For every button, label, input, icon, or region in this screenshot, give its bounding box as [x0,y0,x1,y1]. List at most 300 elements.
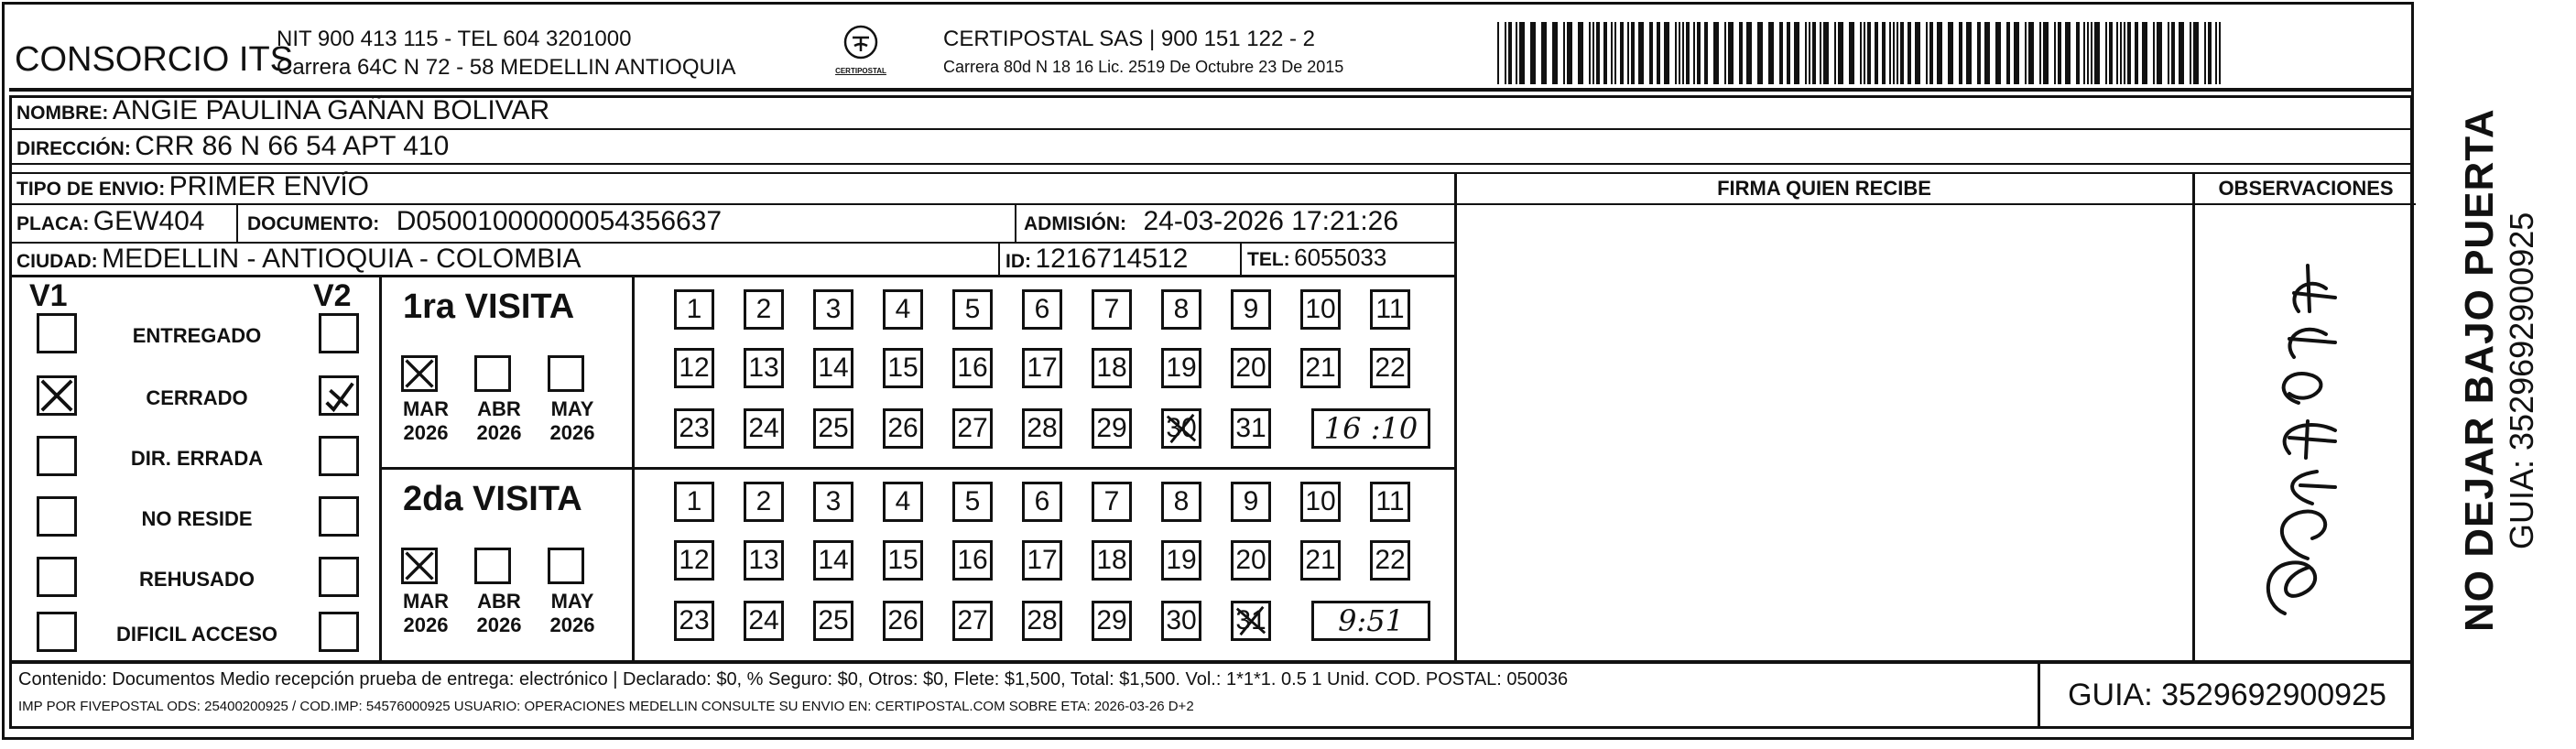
barcode-bar [1875,22,1878,84]
barcode-bar [1915,22,1920,84]
barcode-bar [2065,22,2071,84]
barcode-bar [2142,22,2147,84]
day-number: 24 [748,605,779,635]
barcode-bar [1959,22,1962,84]
day-box[interactable] [1231,408,1271,449]
barcode-bar [1664,22,1669,84]
barcode-bar [2043,22,2049,84]
day-box[interactable] [883,482,923,522]
month-checkbox[interactable] [474,355,511,392]
day-number: 28 [1027,605,1058,635]
rule [9,128,2413,130]
barcode-bar [2105,22,2107,84]
barcode-bar [1882,22,1886,84]
barcode-bar [2058,22,2061,84]
month-checkbox[interactable] [401,355,438,392]
barcode-bar [1516,22,1517,84]
barcode-bar [1926,22,1928,84]
barcode-bar [2083,22,2085,84]
year-label: 2026 [403,421,449,444]
barcode-bar [1849,22,1854,84]
day-box[interactable] [1022,482,1062,522]
barcode-bar [1984,22,1990,84]
day-box[interactable] [1022,601,1062,641]
barcode-bar [2135,22,2138,84]
day-number: 21 [1305,353,1336,383]
day-number: 19 [1166,353,1197,383]
company-name: CONSORCIO ITS [15,40,294,79]
day-number: 7 [1103,486,1120,516]
barcode-bar [1530,22,1536,84]
month-checkbox[interactable] [548,355,584,392]
day-box[interactable] [1370,289,1410,330]
day-box[interactable] [1092,601,1132,641]
barcode-bar [1589,22,1591,84]
v2-checkbox[interactable] [319,496,359,537]
day-box[interactable] [883,348,923,388]
logo-text: CERTIPOSTAL [835,67,886,75]
day-box[interactable] [952,289,993,330]
nombre-line [16,97,549,125]
day-number: 2 [755,294,772,324]
day-number: 3 [825,486,842,516]
ciudad-value: MEDELLIN - ANTIOQUIA - COLOMBIA [102,244,582,274]
day-box[interactable] [883,408,923,449]
barcode-bar [2091,22,2092,84]
barcode-bar [1966,22,1972,84]
certipostal-logo [815,24,907,84]
day-box[interactable] [674,482,714,522]
barcode-bar [1897,22,1898,84]
id-label: ID: [1005,251,1031,272]
barcode-bar [2039,22,2041,84]
barcode-bar [1697,22,1701,84]
day-number: 6 [1034,486,1050,516]
day-box[interactable] [744,482,784,522]
v1-checkbox[interactable] [37,557,77,597]
v1-label: V1 [29,278,68,313]
day-number: 30 [1166,605,1197,635]
barcode-bar [2208,22,2212,84]
direccion-value: CRR 86 N 66 54 APT 410 [135,131,450,161]
barcode-bar [1805,22,1807,84]
barcode-bar [2157,22,2162,84]
documento-line [247,208,722,235]
day-box[interactable] [1022,289,1062,330]
v2-checkbox[interactable] [319,375,359,416]
barcode-bar [2168,22,2169,84]
v1-checkbox[interactable] [37,436,77,476]
day-box[interactable] [744,289,784,330]
day-number: 29 [1096,413,1127,443]
status-option-label: DIFICIL ACCESO [115,623,277,646]
barcode-bar [1563,22,1565,84]
barcode-bar [1620,22,1624,84]
barcode-bar [1834,22,1836,84]
rule [1015,203,1016,242]
v2-label: V2 [313,278,352,313]
status-option-label: DIR. ERRADA [130,447,264,470]
barcode-bar [1794,22,1799,84]
barcode-bar [1611,22,1613,84]
barcode-bar [1728,22,1734,84]
v1-checkbox[interactable] [37,496,77,537]
footer-imp: IMP POR FIVEPOSTAL ODS: 25400200925 / COD.IMP: 54576000925 USUARIO: OPERACIONES MEDELLIN CONSULTE SU ENVIO EN: CERTIPOSTAL.COM SOBRE ETA: 2026-03-26 D+2 [18,699,1194,714]
tel-value: 6055033 [1294,244,1387,271]
day-box[interactable] [1370,540,1410,581]
day-number: 1 [686,486,702,516]
day-box[interactable] [813,540,853,581]
header-bottom-rule [9,88,2413,92]
day-number: 7 [1103,294,1120,324]
barcode-bar [2219,22,2221,84]
day-box[interactable] [674,348,714,388]
barcode-bar [1864,22,1865,84]
rule [379,467,1455,470]
direccion-line [16,133,449,160]
day-number: 11 [1375,486,1405,516]
day-number: 23 [679,605,710,635]
barcode-bar [2190,22,2191,84]
barcode-bar [1682,22,1684,84]
day-box[interactable] [1300,482,1341,522]
day-mark [1234,603,1268,638]
day-box[interactable] [813,348,853,388]
day-box[interactable] [1022,348,1062,388]
rule [236,203,238,242]
rule [9,203,1456,205]
admision-label: ADMISIÓN: [1024,213,1126,234]
certipostal-name: CERTIPOSTAL SAS | 900 151 122 - 2 [943,27,1315,51]
barcode-bar [1889,22,1891,84]
month-checkbox[interactable] [401,548,438,584]
barcode-bar [1638,22,1644,84]
day-number: 16 [957,353,988,383]
day-box[interactable] [1231,540,1271,581]
day-number: 28 [1027,413,1058,443]
rule [1454,172,1457,663]
day-box[interactable] [1092,540,1132,581]
v1-checkbox[interactable] [37,313,77,353]
barcode-bar [2127,22,2131,84]
barcode-bar [1739,22,1743,84]
month-label: MAR [402,590,450,613]
barcode-bar [2006,22,2010,84]
day-box[interactable] [744,601,784,641]
month-label: MAY [550,397,594,420]
barcode-bar [2087,22,2089,84]
day-box[interactable] [674,408,714,449]
day-number: 5 [964,486,981,516]
barcode-bar [1592,22,1594,84]
day-box[interactable] [883,601,923,641]
day-box[interactable] [1161,408,1201,449]
day-number: 22 [1375,353,1406,383]
month-label: MAY [550,590,594,613]
day-box[interactable] [1161,289,1201,330]
day-number: 4 [895,294,911,324]
barcode-bar [1614,22,1616,84]
barcode-bar [1900,22,1904,84]
barcode-bar [1823,22,1829,84]
barcode-bar [1596,22,1600,84]
rule [9,275,1456,277]
barcode-bar [1995,22,2001,84]
barcode-bar [1686,22,1690,84]
rule [9,163,2413,165]
day-box[interactable] [744,408,784,449]
admision-line [1024,208,1398,235]
day-box[interactable] [952,601,993,641]
day-box[interactable] [1300,540,1341,581]
barcode-bar [2179,22,2184,84]
barcode-bar [2076,22,2080,84]
day-number: 24 [748,413,779,443]
day-number: 20 [1235,353,1266,383]
barcode-bar [1713,22,1719,84]
side-notice [2414,0,2576,749]
day-box[interactable] [1092,408,1132,449]
day-box[interactable] [1370,348,1410,388]
day-number: 18 [1096,545,1127,575]
day-number: 12 [679,353,710,383]
barcode-bar [2120,22,2122,84]
documento-value: D05001000000054356637 [396,206,723,236]
certipostal-address: Carrera 80d N 18 16 Lic. 2519 De Octubre 23 De 2015 [943,58,1344,76]
day-number: 8 [1173,294,1190,324]
rule [998,242,1000,275]
day-box[interactable] [674,540,714,581]
day-number: 13 [748,545,779,575]
month-checkbox[interactable] [548,548,584,584]
day-number: 9 [1243,486,1259,516]
day-box[interactable] [1022,540,1062,581]
month-label: ABR [477,590,521,613]
year-label: 2026 [549,421,595,444]
day-number: 27 [957,413,988,443]
ciudad-label: CIUDAD: [16,251,98,272]
barcode-bar [1627,22,1629,84]
barcode-bar [1812,22,1816,84]
barcode-bar [1820,22,1821,84]
day-number: 14 [818,353,849,383]
status-option-label: NO RESIDE [141,507,253,530]
v2-checkbox[interactable] [319,313,359,353]
day-number: 27 [957,605,988,635]
barcode-bar [2054,22,2056,84]
rule [1454,203,2416,205]
header-box [9,15,2413,88]
day-number: 6 [1034,294,1050,324]
tel-label: TEL: [1247,249,1290,270]
year-label: 2026 [403,613,449,636]
status-option-label: ENTREGADO [132,324,262,347]
day-number: 15 [887,353,918,383]
day-box[interactable] [1370,482,1410,522]
barcode-bar [1838,22,1843,84]
month-check-mark [404,358,435,389]
day-number: 13 [748,353,779,383]
visit-time-box[interactable] [1311,601,1430,641]
barcode-bar [1746,22,1752,84]
day-number: 17 [1027,353,1058,383]
day-box[interactable] [1161,540,1201,581]
day-box[interactable] [744,540,784,581]
visit-title: 2da VISITA [403,480,582,518]
status-option-label: CERRADO [146,386,248,409]
day-number: 5 [964,294,981,324]
barcode-bar [2014,22,2019,84]
day-box[interactable] [744,348,784,388]
v2-checkbox[interactable] [319,436,359,476]
barcode-bar [1505,22,1506,84]
day-number: 15 [887,545,918,575]
barcode-bar [2124,22,2125,84]
day-number: 29 [1096,605,1127,635]
day-number: 1 [686,294,702,324]
v2-checkbox[interactable] [319,557,359,597]
day-box[interactable] [1161,482,1201,522]
day-number: 20 [1235,545,1266,575]
footer-guia: GUIA: 3529692900925 [2068,678,2386,712]
day-box[interactable] [813,289,853,330]
tel-line [1247,245,1386,269]
company-nit: NIT 900 413 115 - TEL 604 3201000 [277,27,632,51]
day-box[interactable] [1231,289,1271,330]
day-number: 30 [1166,413,1197,443]
barcode-bar [1541,22,1547,84]
v1-checkbox[interactable] [37,375,77,416]
day-box[interactable] [1092,482,1132,522]
footer-contenido: Contenido: Documentos Medio recepción prueba de entrega: electrónico | Declarado: $0, % Seguro: $0, Otros: $0, Flete: $1,500, Total: $1,500. Vol.: 1*1*1. 0.5 1 Unid. COD. POSTAL: 050036 [18,669,1569,689]
nombre-label: NOMBRE: [16,103,109,124]
day-number: 9 [1243,294,1259,324]
day-box[interactable] [1300,348,1341,388]
day-box[interactable] [1300,289,1341,330]
visit-time: 9:51 [1338,603,1404,638]
barcode-bar [1937,22,1942,84]
day-box[interactable] [952,348,993,388]
v2-checkbox[interactable] [319,612,359,652]
day-box[interactable] [883,289,923,330]
v2-check-mark [321,378,356,413]
barcode-bar [1787,22,1790,84]
rule [1240,242,1242,275]
barcode-bar [1893,22,1895,84]
day-box[interactable] [813,601,853,641]
day-box[interactable] [1231,601,1271,641]
barcode-bar [1552,22,1558,84]
id-line [1005,245,1188,273]
day-number: 25 [818,605,849,635]
day-number: 31 [1235,413,1266,443]
day-box[interactable] [1231,482,1271,522]
day-box[interactable] [674,289,714,330]
day-box[interactable] [952,408,993,449]
placa-value: GEW404 [92,206,205,236]
barcode-bar [1603,22,1607,84]
handwritten-signature [2198,247,2414,632]
barcode-bar [1908,22,1911,84]
barcode-bar [2153,22,2155,84]
day-box[interactable] [952,540,993,581]
barcode-bar [1508,22,1512,84]
observaciones-label: OBSERVACIONES [2218,177,2394,200]
barcode-bar [1649,22,1653,84]
status-option-label: REHUSADO [139,568,255,591]
tipo-value: PRIMER ENVÍO [168,171,370,201]
day-number: 23 [679,413,710,443]
rule [2192,172,2195,663]
day-number: 18 [1096,353,1127,383]
barcode [1497,22,2230,84]
day-box[interactable] [1161,348,1201,388]
id-value: 1216714512 [1035,244,1189,274]
day-number: 31 [1235,605,1266,635]
barcode-bar [1657,22,1660,84]
day-number: 10 [1305,294,1336,324]
barcode-bar [1567,22,1572,84]
day-box[interactable] [1231,348,1271,388]
barcode-bar [1929,22,1933,84]
side-guia: GUIA: 3529692900925 [2503,212,2540,549]
day-number: 10 [1305,486,1336,516]
day-box[interactable] [674,601,714,641]
year-label: 2026 [476,421,522,444]
day-number: 3 [825,294,842,324]
barcode-bar [1977,22,1981,84]
tipo-line [16,173,369,201]
day-box[interactable] [813,482,853,522]
month-label: ABR [477,397,521,420]
barcode-bar [2116,22,2118,84]
day-box[interactable] [1092,348,1132,388]
month-label: MAR [402,397,450,420]
visit-time-box[interactable] [1311,408,1430,449]
v1-checkbox[interactable] [37,612,77,652]
barcode-bar [1631,22,1635,84]
day-number: 22 [1375,545,1406,575]
day-box[interactable] [952,482,993,522]
barcode-bar [1860,22,1862,84]
company-address: Carrera 64C N 72 - 58 MEDELLIN ANTIOQUIA [277,55,736,80]
year-label: 2026 [549,613,595,636]
day-box[interactable] [883,540,923,581]
barcode-bar [1867,22,1871,84]
barcode-bar [1578,22,1583,84]
nombre-value: ANGIE PAULINA GAÑAN BOLIVAR [112,95,550,125]
rule [2038,663,2040,729]
day-number: 21 [1305,545,1336,575]
day-box[interactable] [1161,601,1201,641]
day-box[interactable] [813,408,853,449]
placa-label: PLACA: [16,213,90,234]
day-number: 26 [887,413,918,443]
barcode-bar [1704,22,1708,84]
ciudad-line [16,245,582,273]
year-label: 2026 [476,613,522,636]
barcode-bar [1768,22,1774,84]
barcode-bar [2215,22,2217,84]
day-number: 12 [679,545,710,575]
admision-value: 24-03-2026 17:21:26 [1143,206,1399,236]
barcode-bar [1779,22,1783,84]
rule [632,275,635,663]
barcode-bar [1809,22,1810,84]
month-checkbox[interactable] [474,548,511,584]
day-box[interactable] [1092,289,1132,330]
day-box[interactable] [1022,408,1062,449]
